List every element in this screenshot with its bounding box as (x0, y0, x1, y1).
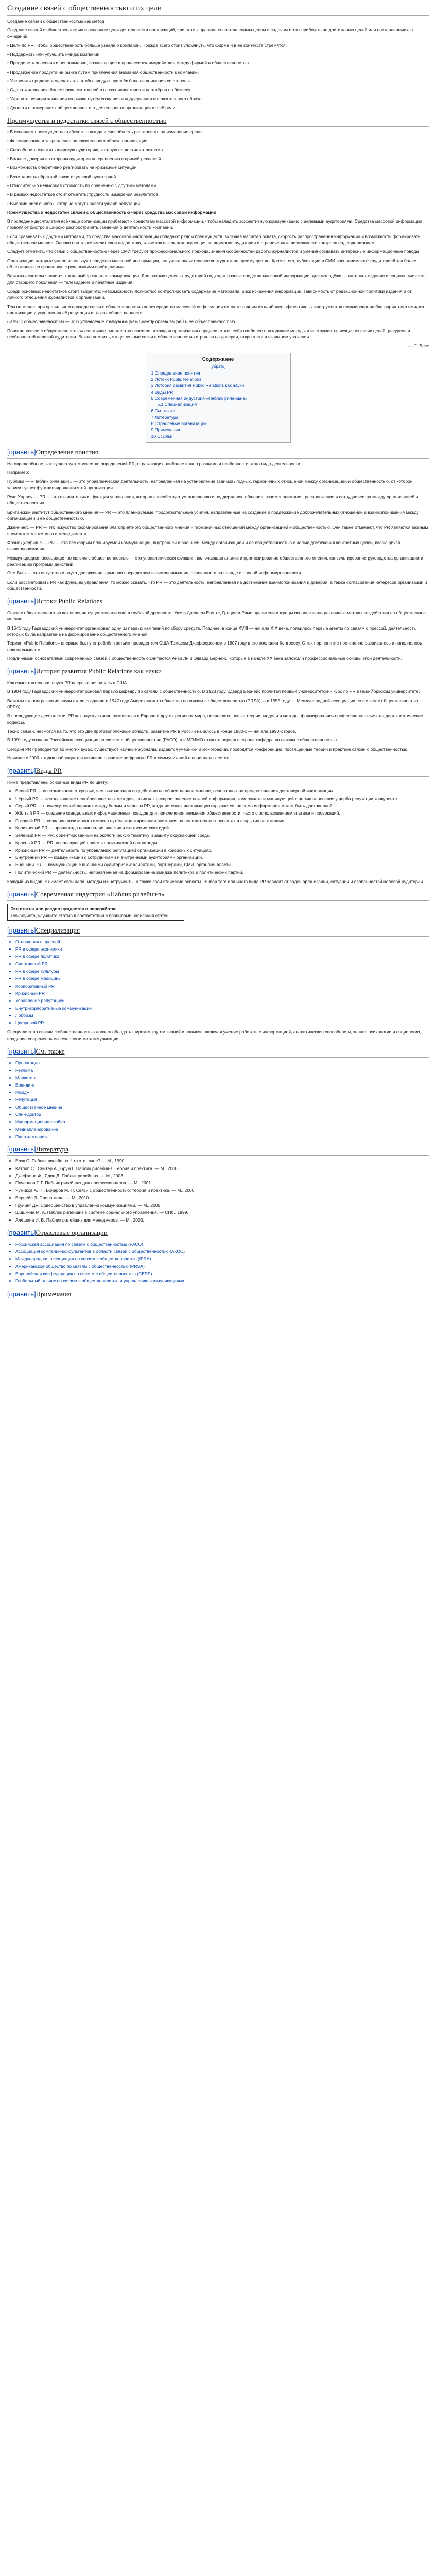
definition-paragraph: Рекс Харлоу — PR — это отличительная функция управления, которая способствует установлению и поддержанию общения, взаимопонимания, расположения и сотрудничества между организацией и общественностью. (7, 494, 418, 506)
section-heading-notes: [править]Примечания (7, 1290, 429, 1300)
see-also-list (7, 1060, 429, 1140)
intro-paragraph: Создание связей с общественностью и основные цели деятельности организаций, при этом к правильно поставленным целям и задачам стоит прибегать по достижению целей или поставленных ею ожиданий. (7, 27, 413, 39)
list-item[interactable]: • Репутация (15, 1096, 429, 1103)
specialization-list (7, 939, 429, 1026)
definition-paragraph: Британский институт общественного мнения — PR — это планируемые, продолжительные усилия, направленные на создание и поддержание доброжелательных отношений и взаимопонимания между организацией и её общественностью. (7, 509, 419, 521)
list-item: • Катлип С., Сентер А., Брум Г. Паблик рилейшнз. Теория и практика. — М., 2000. (15, 1165, 429, 1172)
list-item: • Грунинг Дж. Совершенство в управлении коммуникациями. — М., 2005. (15, 1202, 429, 1208)
list-item: • Серый PR — промежуточный вариант между белым и чёрным PR, когда источник информации скрывается, но сама информация может быть достоверной. (15, 803, 429, 809)
toc-item[interactable]: 3 История развития Public Relations как науки (151, 383, 245, 388)
history-paragraph: Сегодня PR преподаётся во многих вузах, существуют научные журналы, издаются учебники и монографии, проводятся конференции, посвящённые теории и практике связей с общественностью. (7, 746, 409, 752)
section-heading-origins: [править]Истоки Public Relations (7, 597, 429, 607)
section-heading-history: [править]История развития Public Relations как науки (7, 667, 429, 677)
intro-paragraph: • Сделать компанию более привлекательной в глазах инвесторов и партнёров по бизнесу. (7, 87, 191, 93)
edit-link[interactable]: [править] (7, 926, 36, 934)
page-title: Создание связей с общественностью и их цели (7, 3, 429, 16)
toc-item[interactable]: 8 Отраслевые организации (151, 421, 207, 427)
types-list (7, 788, 429, 875)
definition-paragraph: Международная ассоциация по связям с общественностью — это управленческая функция, включающая анализ и прогнозирование общественного мнения, консультирование руководства организации и реализацию программ действий. (7, 555, 423, 567)
section-heading-advantages: Преимущества и недостатки связей с общественностью (7, 116, 429, 127)
list-item[interactable]: • Лоббизм (15, 1012, 429, 1019)
list-item[interactable]: • Пропаганда (15, 1060, 429, 1066)
definition-paragraph: Сэм Блэк — это искусство и наука достижения гармонии посредством взаимопонимания, основанного на правде и полной информированности. (7, 570, 302, 576)
list-item[interactable]: • PR в сфере культуры (15, 968, 429, 974)
list-item: • Почепцов Г. Г. Паблик рилейшнз для профессионалов. — М., 2001. (15, 1180, 429, 1186)
types-intro: Ниже представлены основные виды PR по цвету: (7, 779, 109, 785)
list-item[interactable]: • Общественное мнение (15, 1104, 429, 1110)
list-item: • Бернейс Э. Пропаганда. — М., 2010. (15, 1195, 429, 1201)
edit-link[interactable]: [править] (7, 1145, 36, 1154)
list-item[interactable]: • PR в сфере политики (15, 953, 429, 959)
advantages-paragraph: Следует отметить, что связи с общественностью через СМИ требуют профессионального подхода, знания особенностей работы журналистов и умения создавать интересные информационные поводы. (7, 249, 421, 255)
advantages-paragraph: В последние десятилетия всё чаще организации прибегают к средствам массовой информации, чтобы наладить эффективную коммуникацию с целевыми аудиториями. Средства массовой информации позволяют быстро и широко распространять сведения о деятельности компании. (7, 218, 422, 230)
advantage-item: • Больше доверия со стороны аудитории по сравнению с прямой рекламой. (7, 156, 162, 161)
definition-paragraph: Не определённое, как существует множество определений PR, отражающих наиболее важно развитие и особенности этого вида деятельности. (7, 461, 302, 466)
intro-paragraph: • Поддержать или улучшить имидж компании. (7, 52, 101, 57)
definition-paragraph: Если рассматривать PR как функцию управления, то можно сказать, что PR — это деятельность, направленная на достижение взаимопонимания и доверия, а также согласования интересов организации и общественности. (7, 579, 427, 591)
toc-item[interactable]: 2 Истоки Public Relations (151, 376, 202, 382)
list-item[interactable]: • Кризисный PR (15, 990, 429, 996)
origins-paragraph: Связи с общественностью как явление существовали ещё в глубокой древности. Уже в Древнем Египте, Греции и Риме правители и жрецы использовали различные методы воздействия на общественное мнение. (7, 610, 426, 622)
advantages-paragraph: Организации, которые умело используют средства массовой информации, получают значительное конкурентное преимущество. Кроме того, публикации в СМИ воспринимаются аудиторией как более объективные по сравнению с рекламными сообщениями. (7, 258, 416, 270)
history-paragraph: Как самостоятельная наука PR впервые появилась в США. (7, 680, 128, 686)
list-item: • Внутренний PR — коммуникации с сотрудниками и внутренними аудиториями организации. (15, 854, 429, 860)
list-item: • Блэк С. Паблик рилейшнз. Что это такое? — М., 1990. (15, 1158, 429, 1164)
list-item: • Коричневый PR — пропаганда националистических и экстремистских идей. (15, 825, 429, 831)
list-item: • Алёшина И. В. Паблик рилейшнз для менеджеров. — М., 2003. (15, 1217, 429, 1223)
types-closing: Каждый из видов PR имеет свои цели, методы и инструменты, а также свои этические аспекты. Выбор того или иного вида PR зависит от задач организации, ситуации и особенностей целевой аудитории. (7, 879, 424, 885)
toc-list (151, 370, 285, 439)
intro-paragraph: • Укрепить позиции компании на рынке путём создания и поддержания положительного образа. (7, 96, 203, 101)
notice-text: Пожалуйста, улучшите статью в соответствии с правилами написания статей. (11, 912, 170, 918)
list-item[interactable]: • Европейская конфедерация по связям с общественностью (CERP) (15, 1270, 429, 1277)
advantage-item: • Формирование и закрепление положительного образа организации. (7, 138, 149, 144)
advantages-list (7, 129, 429, 207)
edit-link[interactable]: [править] (7, 597, 36, 605)
advantage-item: • В основном преимущества: гибкость подхода и способность реагировать на изменения среды. (7, 129, 204, 135)
advantages-paragraph: Если сравнивать с другими методами, то средства массовой информации обладают рядом преимуществ, включая масштаб охвата, скорость распространения информации и возможность формировать общественное мнение. Однако они также имеют свои недостатки, такие как высокая конкуренция за внимание аудитории и ограниченные возможности контроля над содержанием. (7, 233, 421, 246)
list-item[interactable]: • Имидж (15, 1089, 429, 1095)
table-of-contents (146, 353, 291, 443)
toc-item[interactable]: 5.1 Специализация (157, 402, 197, 408)
industry-closing: Специалист по связям с общественностью должен обладать широким кругом знаний и навыков, включая умение работать с информацией, аналитические способности, знание психологии и социологии, владение современными технологиями коммуникации. (7, 1029, 421, 1041)
intro (7, 18, 429, 111)
advantages-paragraph: Важным аспектом является также выбор каналов коммуникации. Для разных целевых аудиторий подходят разные средства массовой информации: для молодёжи — интернет-издания и социальные сети, для старшего поколения — телевидение и печатные издания. (7, 273, 426, 285)
history-paragraph: В 1991 году создана Российская ассоциация по связям с общественностью (РАСО), а в МГИМО открыта первая в стране кафедра по связям с общественностью. (7, 737, 338, 743)
history-paragraph: Начиная с 2000-х годов наблюдается активное развитие цифрового PR и коммуникаций в социальных сетях. (7, 755, 230, 760)
edit-link[interactable]: [править] (7, 448, 36, 456)
definition-paragraph: Публика — «Паблик рилейшнз» — это управленческая деятельность, направленная на установление взаимовыгодных, гармоничных отношений между организацией и общественностью, от которой зависит успех функционирования этой организации. (7, 479, 413, 490)
intro-paragraph: • Увеличить продажи и сделать так, чтобы продукт привлёк больше внимания со стороны. (7, 78, 191, 83)
intro-paragraph: • Преодолеть опасения и непонимание, возникающие в процессе взаимодействия между фирмой и общественностью. (7, 60, 250, 66)
advantage-item: • Возможность обратной связи с целевой аудиторией. (7, 174, 117, 179)
toc-hide-link[interactable]: [убрать] (210, 364, 226, 369)
list-item[interactable]: • Спортивный PR (15, 961, 429, 967)
section-heading-definition: [править]Определение понятия (7, 448, 429, 459)
notice-title: Эта статья или раздел нуждается в переработке. (11, 906, 118, 912)
list-item[interactable]: • PR в сфере экономики (15, 946, 429, 952)
list-item[interactable]: • Корпоративный PR (15, 983, 429, 989)
quote: Связи с общественностью — это управление коммуникациями между организацией и её общественностью. (7, 319, 236, 325)
definition-paragraph: Фрэнк Джефкинс — PR — это все формы планируемой коммуникации, внутренней и внешней, между организацией и её общественностью с целью достижения конкретных целей, касающихся взаимопонимания. (7, 539, 400, 552)
advantage-item: • Высокий риск ошибок, которые могут нанести ущерб репутации. (7, 200, 142, 206)
edit-link[interactable]: [править] (7, 1290, 36, 1298)
toc-item[interactable]: 6 См. также (151, 408, 175, 414)
list-item[interactable]: • Американское общество по связям с общественностью (PRSA) (15, 1263, 429, 1269)
edit-link[interactable]: [править] (7, 767, 36, 775)
quote-extra: Понятие «связи с общественностью» охватывает множество аспектов, и каждая организация определяет для себя наиболее подходящие методы и инструменты, исходя из своих целей, ресурсов и особенностей целевой аудитории. Важно помнить, что успешные связи с общественностью строятся на доверии, открытости и взаимном уважении. (7, 328, 410, 340)
history-paragraph: В последующие десятилетия PR как наука активно развивался в Европе и других регионах мира, появлялись новые теории, модели и методы, формировались профессиональные стандарты и этические кодексы. (7, 713, 423, 725)
list-item: • Джефкинс Ф., Ядин Д. Паблик рилейшнз. — М., 2003. (15, 1173, 429, 1179)
intro-paragraph: • Продвижение продукта на рынке путём привлечения внимания общественности к компании. (7, 69, 199, 75)
list-item[interactable]: • Цифровой PR (15, 1020, 429, 1026)
intro-paragraph: Создание связей с общественностью как метод (7, 18, 104, 24)
list-item: • Шишкина М. А. Паблик рилейшнз в системе социального управления. — СПб., 1999. (15, 1209, 429, 1215)
list-item[interactable]: • Российская ассоциация по связям с общественностью (РАСО) (15, 1241, 429, 1247)
toc-item[interactable]: 5 Современная индустрия «Паблик рилейшнз» (151, 395, 248, 401)
list-item[interactable]: • Реклама (15, 1067, 429, 1073)
advantages-paragraph: Среди основных недостатков стоит выделить: невозможность полностью контролировать содержание материала, риск искажения информации, зависимость от редакционной политики издания и от личного отношения журналистов к организации. (7, 288, 412, 300)
advantages-paragraph: Тем не менее, при правильном подходе связи с общественностью через средства массовой информации остаются одним из наиболее эффективных инструментов формирования благоприятного имиджа организации и укрепления её репутации в глазах общественности. (7, 303, 424, 315)
list-item[interactable]: • PR в сфере медицины (15, 975, 429, 981)
section-heading-specialization: [править]Специализация (7, 926, 429, 937)
origins-paragraph: В 1641 году Гарвардский университет организовал одну из первых кампаний по сбору средств. Позднее, в конце XVIII — начале XIX века, появились первые агенты по связям с прессой, деятельность которых была направлена на формирование общественного мнения. (7, 625, 416, 637)
signature: — С. Блэк (408, 343, 429, 349)
history-paragraph: В 1904 году Гарвардский университет основал первую кафедру по связям с общественностью. В 1923 году Эдвард Бернейс прочитал первый университетский курс по PR в Нью-Йоркском университете. (7, 689, 420, 694)
edit-link[interactable]: [править] (7, 667, 36, 675)
toc-item[interactable]: 1 Определение понятия (151, 370, 200, 376)
definition-paragraph: Например: (7, 470, 29, 476)
list-item[interactable]: • Глобальный альянс по связям с общественностью и управлению коммуникациями (15, 1278, 429, 1284)
literature-list (7, 1158, 429, 1223)
list-item: • Чумиков А. Н., Бочаров М. П. Связи с общественностью: теория и практика. — М., 2006. (15, 1187, 429, 1193)
advantage-item: • Относительно невысокая стоимость по сравнению с другими методами. (7, 182, 158, 188)
organizations-list (7, 1241, 429, 1284)
list-item: • Чёрный PR — использование недобросовестных методов, таких как распространение ложной информации, компромата и манипуляций с целью нанесения ущерба репутации конкурента. (15, 795, 429, 802)
list-item[interactable]: • Медиапланирование (15, 1126, 429, 1132)
section-heading-see-also: [править]См. также (7, 1047, 429, 1058)
list-item[interactable]: • Ассоциация компаний-консультантов в области связей с общественностью (АКОС) (15, 1248, 429, 1255)
list-item[interactable]: • Пиар-кампания (15, 1133, 429, 1140)
intro-paragraph: • Донести о намерениях общественности о деятельности организации и о её роли. (7, 105, 177, 110)
section-heading-industry: [править]Современная индустрия «Паблик рилейшнз» (7, 890, 429, 901)
edit-link[interactable]: [править] (7, 1229, 36, 1236)
edit-link[interactable]: [править] (7, 890, 36, 899)
toc-item[interactable]: 9 Примечания (151, 427, 180, 433)
list-item[interactable]: • Маркетинг (15, 1075, 429, 1081)
intro-paragraph: • Цели по PR, чтобы общественность больше узнала о компании. Прежде всего стоит упомянуть, что фирма и в ее контексте стремятся. (7, 42, 287, 48)
list-item: • Жёлтый PR — создание скандальных информационных поводов для привлечения внимания общественности, часто с использованием эпатажа и провокаций. (15, 810, 429, 816)
list-item: • Розовый PR — создание позитивного имиджа путём акцентирования внимания на положительных аспектах и сокрытия негативных. (15, 818, 429, 824)
section-heading-types: [править]Виды PR (7, 766, 429, 777)
toc-item[interactable]: 7 Литература (151, 414, 179, 420)
list-item[interactable]: • Информационная война (15, 1118, 429, 1125)
toc-item[interactable]: 4 Виды PR (151, 389, 173, 395)
list-item: • Внешний PR — коммуникации с внешними аудиториями: клиентами, партнёрами, СМИ, органами власти. (15, 861, 429, 868)
advantage-item: • Способность охватить широкую аудиторию, которую не достигает реклама. (7, 147, 164, 152)
list-item[interactable]: • Отношения с прессой (15, 939, 429, 945)
section-heading-literature: [править]Литература (7, 1145, 429, 1156)
edit-link[interactable]: [править] (7, 1047, 36, 1056)
toc-item[interactable]: 10 Ссылки (151, 433, 173, 439)
list-item: • Красный PR — PR, использующий приёмы политической пропаганды. (15, 840, 429, 846)
toc-title: Содержание (202, 357, 234, 363)
section-heading-organizations: [править]Отраслевые организации (7, 1228, 429, 1239)
advantage-item: • Возможность оперативно реагировать на кризисные ситуации. (7, 165, 138, 171)
list-item: • Кризисный PR — деятельность по управлению репутацией организации в кризисных ситуациях. (15, 847, 429, 853)
list-item[interactable]: • Брендинг (15, 1082, 429, 1088)
list-item: • Зелёный PR — PR, ориентированный на экологическую тематику и защиту окружающей среды. (15, 832, 429, 838)
advantages-subheading: Преимущества и недостатки связей с общественностью через средства массовой информации (7, 209, 217, 215)
list-item[interactable]: • Международная ассоциация по связям с общественностью (IPRA) (15, 1256, 429, 1262)
cleanup-notice (7, 904, 184, 921)
list-item[interactable]: • Внутрикорпоративные коммуникации (15, 1005, 429, 1011)
list-item[interactable]: • Спин-доктор (15, 1111, 429, 1117)
origins-paragraph: Термин «Public Relations» впервые был употреблён третьим президентом США Томасом Джефферсоном в 1807 году в его послании Конгрессу. С тех пор понятие постепенно развивалось и наполнялось новым смыслом. (7, 640, 422, 652)
list-item: • Политический PR — деятельность, направленная на формирование имиджа политиков и политических партий. (15, 869, 429, 875)
definition-paragraph: Дженнингс — PR — это искусство формирования благоприятного общественного мнения и гармоничных отношений между организацией и общественностью. Они также отмечают, что PR являются важным элементом маркетинга и менеджмента. (7, 524, 428, 536)
list-item: • Белый PR — использование открытых, честных методов воздействия на общественное мнение, основанных на предоставлении достоверной информации. (15, 788, 429, 794)
advantage-item: • В рамках недостатков стоит отметить: трудность измерения результатов. (7, 192, 160, 197)
origins-paragraph: Подлинными основателями современных связей с общественностью считаются Айви Ли и Эдвард Бернейс, которые в начале XX века заложили профессиональные основы этой деятельности. (7, 655, 402, 661)
list-item[interactable]: • Управление репутацией (15, 997, 429, 1004)
history-paragraph: Важным этапом развития науки стало создание в 1947 году Американского общества по связям с общественностью (PRSA), а в 1955 году — Международной ассоциации по связям с общественностью (IPRA). (7, 698, 418, 709)
history-paragraph: Тесно связан, несмотря на то, что это две противоположные области, развитие PR в России началось в конце 1980-х — начале 1990-х годов. (7, 728, 297, 734)
